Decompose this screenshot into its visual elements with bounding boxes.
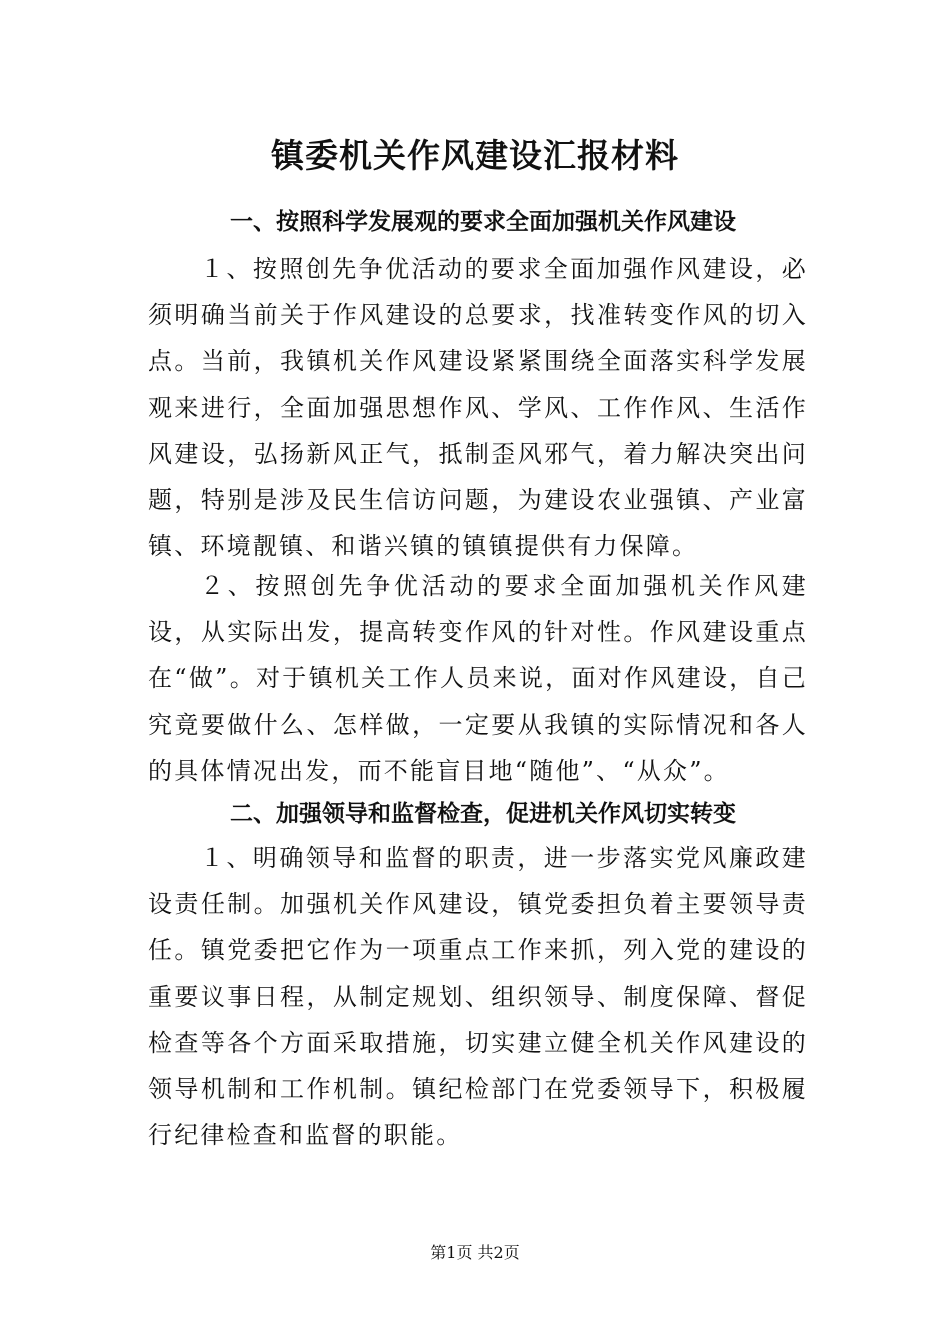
paragraph-1-1: １、按照创先争优活动的要求全面加强作风建设，必须明确当前关于作风建设的总要求，找准转变作风的切入点。当前，我镇机关作风建设紧紧围绕全面落实科学发展观来进行，全面加强思想作风、学风、工作作风、生活作风建设，弘扬新风正气，抵制歪风邪气，着力解决突出问题，特别是涉及民生信访问题，为建设农业强镇、产业富镇、环境靓镇、和谐兴镇的镇镇提供有力保障。 bbox=[148, 255, 808, 561]
paragraph-1-2: ２、按照创先争优活动的要求全面加强机关作风建设，从实际出发，提高转变作风的针对性。作风建设重点在“做”。对于镇机关工作人员来说，面对作风建设，自己究竟要做什么、怎样做，一定要从我镇的实际情况和各人的具体情况出发，而不能盲目地“随他”、“从众”。 bbox=[148, 572, 808, 785]
section-heading-1: 一、按照科学发展观的要求全面加强机关作风建设 bbox=[230, 209, 736, 235]
document-title: 镇委机关作风建设汇报材料 bbox=[271, 136, 679, 175]
paragraph-2-1: １、明确领导和监督的职责，进一步落实党风廉政建设责任制。加强机关作风建设，镇党委担负着主要领导责任。镇党委把它作为一项重点工作来抓，列入党的建设的重要议事日程，从制定规划、组织领导、制度保障、督促检查等各个方面采取措施，切实建立健全机关作风建设的领导机制和工作机制。镇纪检部门在党委领导下，积极履行纪律检查和监督的职能。 bbox=[148, 844, 808, 1150]
section-heading-2: 二、加强领导和监督检查，促进机关作风切实转变 bbox=[230, 801, 736, 827]
page-footer: 第1页 共2页 bbox=[430, 1243, 520, 1262]
